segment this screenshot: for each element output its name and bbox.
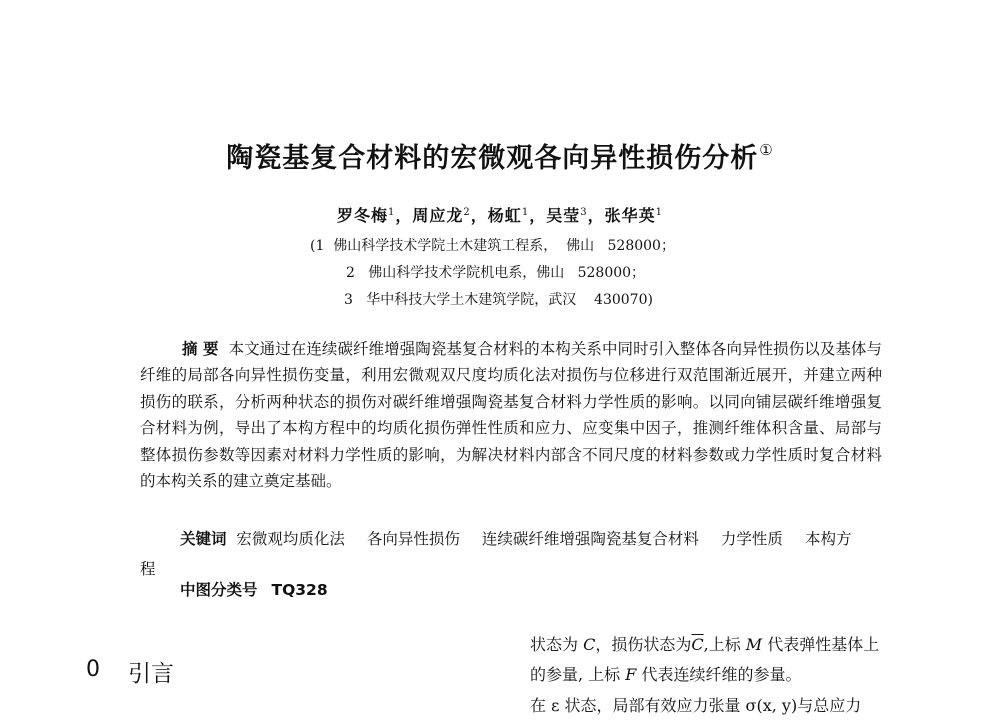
right-column-text [530, 630, 950, 715]
body-line: 的参量, 上标 F 代表连续纤维的参量。 [530, 665, 802, 684]
author-affiliation-mark: 1 [521, 207, 530, 218]
author-name: 杨虹 [487, 206, 522, 225]
body-line: 状态为 C，损伤状态为$\overline{C}$,上标 M 代表弹性基体上 [530, 635, 880, 654]
author-affiliation-mark: 1 [388, 207, 396, 218]
author-affiliation-mark: 1 [655, 207, 663, 218]
keywords-label: 关键词 [180, 530, 227, 548]
author-name: 周应龙 [412, 206, 464, 225]
keyword: 各向异性损伤 [366, 530, 460, 548]
keyword: 力学性质 [720, 530, 783, 548]
author-name: 张华英 [604, 206, 656, 225]
classification-code: TQ328 [271, 581, 328, 599]
author-list: 罗冬梅$^1$，周应龙$^2$，杨虹$^1$，吴莹$^3$，张华英$^1$ [336, 206, 663, 225]
title-text: 陶瓷基复合材料的宏微观各向异性损伤分析 [226, 143, 759, 174]
author-affiliation-mark: 3 [580, 207, 588, 218]
affiliation: 3 华中科技大学土木建筑学院，武汉 430070) [344, 292, 653, 308]
section-title: 引言 [128, 661, 174, 687]
classification-label: 中图分类号 [180, 581, 258, 599]
body-line-partial: 在 ε 状态，局部有效应力张量 σ(x, y)与总应力 [530, 696, 862, 715]
author-name: 罗冬梅 [336, 206, 388, 225]
title-footnote-mark: ① [759, 141, 774, 159]
abstract-label: 摘 要 [182, 340, 219, 358]
affiliation: (1 佛山科学技术学院土木建筑工程系， 佛山 528000； [310, 238, 675, 254]
abstract-text: 本文通过在连续碳纤维增强陶瓷基复合材料的本构关系中同时引入整体各向异性损伤以及基体与纤维的局部各向异性损伤变量，利用宏微观双尺度均质化法对损伤与位移进行双范围渐近展开，并建立两种损伤的联系，分析两种状态的损伤对碳纤维增强陶瓷基复合材料力学性质的影响。以同向铺层碳纤维增强复合材料为例，导出了本构方程中的均质化损伤弹性性质和应力、应变集中因子，推测纤维体积含量、局部与整体损伤参数等因素对材料力学性质的影响，为解决材料内部含不同尺度的材料参数或力学性质时复合材料的本构关系的建立奠定基础。 [140, 340, 882, 491]
affiliation: 2 佛山科学技术学院机电系，佛山 528000； [346, 265, 646, 281]
keyword: 宏微观均质化法 [236, 530, 345, 548]
author-affiliation-mark: 2 [463, 207, 471, 218]
keywords [140, 524, 882, 584]
section-number: 0 [86, 657, 100, 682]
abstract [140, 336, 882, 494]
paper-title [0, 136, 1000, 175]
keyword: 连续碳纤维增强陶瓷基复合材料 [481, 530, 699, 548]
author-name: 吴莹 [546, 206, 581, 225]
classification-number [180, 578, 328, 600]
keyword: 本构方程 [140, 530, 852, 578]
